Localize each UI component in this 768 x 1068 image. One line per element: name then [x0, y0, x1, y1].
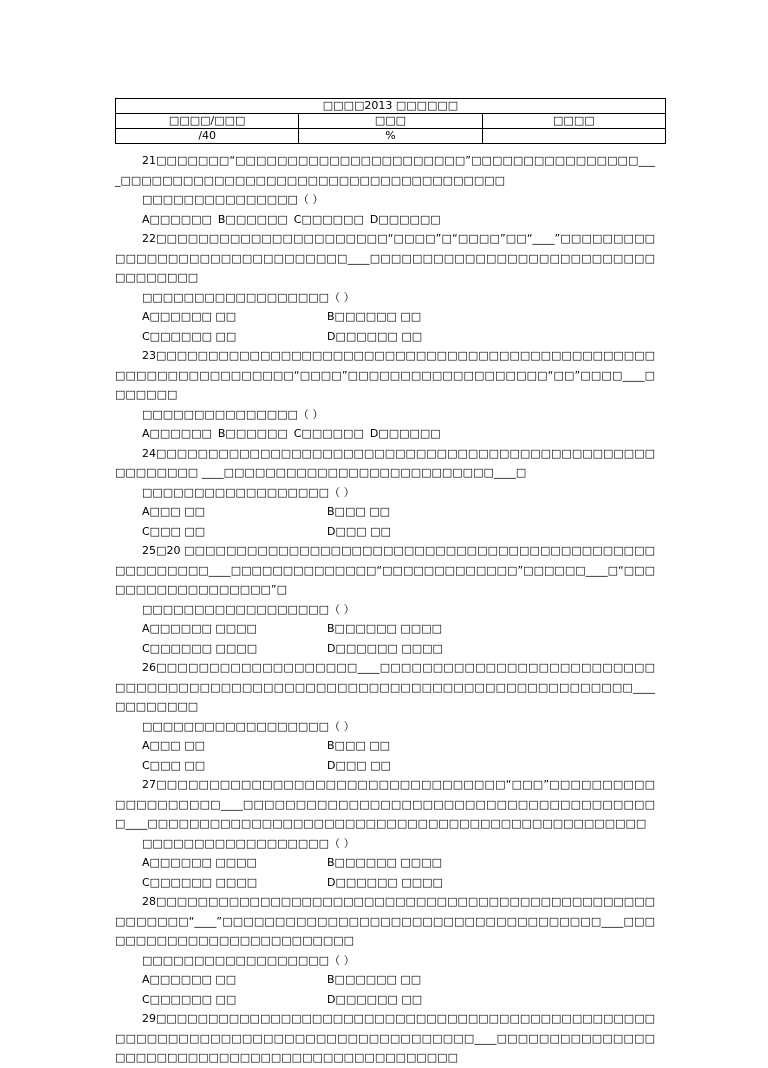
answer-option: A□□□□□□ □□	[142, 973, 237, 986]
options-row	[115, 970, 655, 990]
question-prompt: □□□□□□□□□□□□□□□（ ）	[142, 407, 324, 421]
question-block	[115, 346, 655, 444]
answer-option: D□□□□□□	[369, 212, 441, 226]
question-block	[115, 775, 655, 892]
question-block	[115, 229, 655, 346]
question-stem: 21□□□□□□□“□□□□□□□□□□□□□□□□□□□□□□”□□□□□□□□□□□□□□□□____□□□□□□□□□□□□□□□□□□□□□□□□□□□□□□□□□□□□□	[115, 154, 655, 187]
question-block	[115, 444, 655, 542]
score-table-header-row	[116, 114, 666, 129]
answer-option: B□□□□□□ □□□□	[327, 856, 442, 869]
answer-option: A□□□ □□	[142, 739, 205, 752]
answer-option: C□□□□□□ □□□□	[142, 875, 258, 889]
answer-option: B□□□□□□ □□□□	[327, 622, 442, 635]
question-prompt: □□□□□□□□□□□□□□□□□□（ ）	[142, 290, 355, 304]
answer-option: D□□□□□□ □□□□	[327, 641, 443, 655]
question-list	[115, 151, 655, 1068]
question-block	[115, 892, 655, 1009]
question-stem: 29□□□□□□□□□□□□□□□□□□□□□□□□□□□□□□□□□□□□□□□□□□□□□□□□□□□□□□□□□□□□□□□□□□□□□□□□□□□□□□□□□□____□□□□□□□□□□□□□□□□□□□□□□□□□□□□□□□□□□□□□□□□□□□□□□□□	[115, 1012, 655, 1064]
answer-option: D□□□ □□	[327, 524, 391, 538]
answer-option: B□□□ □□	[327, 505, 391, 518]
answer-option: D□□□ □□	[327, 758, 391, 772]
score-table	[115, 98, 666, 144]
answer-option: D□□□□□□ □□□□	[327, 875, 443, 889]
answer-option: B□□□□□□	[217, 427, 288, 440]
options-row	[115, 873, 655, 893]
question-stem: 25□20 □□□□□□□□□□□□□□□□□□□□□□□□□□□□□□□□□□□□□□□□□□□□□□□□□□□□□□____□□□□□□□□□□□□□□“□□□□□□□□□□□□□”□□□□□□____□“□□□□□□□□□□□□□□□□□□”□	[115, 544, 655, 596]
score-table-value-row	[116, 129, 666, 144]
answer-option: B□□□□□□ □□	[327, 973, 422, 986]
answer-option: C□□□□□□ □□□□	[142, 641, 258, 655]
answer-option: A□□□□□□ □□□□	[142, 856, 257, 869]
answer-option: A□□□□□□	[142, 427, 212, 440]
answer-option: D□□□□□□	[369, 427, 441, 440]
question-stem: 23□□□□□□□□□□□□□□□□□□□□□□□□□□□□□□□□□□□□□□□□□□□□□□□□□□□□□□□□□□□□□□□□□“□□□□”□□□□□□□□□□□□□□□□□□□“□□”□□□□____□□□□□□□	[115, 349, 655, 401]
question-prompt: □□□□□□□□□□□□□□□□□□（ ）	[142, 602, 355, 616]
options-row	[115, 210, 655, 230]
question-prompt: □□□□□□□□□□□□□□□□□□（ ）	[142, 485, 355, 499]
question-stem: 28□□□□□□□□□□□□□□□□□□□□□□□□□□□□□□□□□□□□□□□□□□□□□□□□□□□□□□□“____”□□□□□□□□□□□□□□□□□□□□□□□□□□□□□□□□□□□□____□□□□□□□□□□□□□□□□□□□□□□□□□□	[115, 895, 655, 947]
question-stem: 26□□□□□□□□□□□□□□□□□□□____□□□□□□□□□□□□□□□□□□□□□□□□□□□□□□□□□□□□□□□□□□□□□□□□□□□□□□□□□□□□□□□□□□□□□□□□□□□____□□□□□□□□	[115, 661, 655, 713]
answer-option: B□□□□□□	[217, 212, 288, 226]
options-row	[115, 522, 655, 542]
question-stem: 22□□□□□□□□□□□□□□□□□□□□□□“□□□□”□“□□□□”□□“____”□□□□□□□□□□□□□□□□□□□□□□□□□□□□□□□____□□□□□□□□□□□□□□□□□□□□□□□□□□□□□□□□□□□	[115, 232, 655, 284]
options-row	[115, 424, 655, 444]
options-row	[115, 736, 655, 756]
answer-option: C□□□ □□	[142, 524, 206, 538]
question-block	[115, 1009, 655, 1068]
options-row	[115, 502, 655, 522]
options-row	[115, 756, 655, 776]
answer-option: A□□□□□□	[142, 212, 212, 226]
column-header-note: □□□□	[482, 114, 665, 129]
answer-option: D□□□□□□ □□	[327, 992, 423, 1006]
answer-option: A□□□□□□ □□	[142, 310, 237, 323]
options-row	[115, 853, 655, 873]
options-row	[115, 639, 655, 659]
answer-option: C□□□□□□	[293, 212, 364, 226]
question-prompt: □□□□□□□□□□□□□□□□□□（ ）	[142, 953, 355, 967]
options-row	[115, 307, 655, 327]
answer-option: A□□□□□□ □□□□	[142, 622, 257, 635]
percent-value: %	[299, 129, 482, 144]
question-block	[115, 151, 655, 229]
question-block	[115, 658, 655, 775]
answer-option: B□□□ □□	[327, 739, 391, 752]
column-header-rate: □□□	[299, 114, 482, 129]
question-block	[115, 541, 655, 658]
options-row	[115, 619, 655, 639]
question-stem: 27□□□□□□□□□□□□□□□□□□□□□□□□□□□□□□□□□“□□□”□□□□□□□□□□□□□□□□□□□□____□□□□□□□□□□□□□□□□□□□□□□□□□□□□□□□□□□□□□□□□____□□□□□□□□□□□□□□□□□□□□□□□□□□□□□□□□□□□□□□□□□□□□□□□□	[115, 778, 655, 830]
score-value: /40	[116, 129, 299, 144]
exam-title: □□□□2013 □□□□□□	[116, 99, 666, 114]
score-table-title-row	[116, 99, 666, 114]
answer-option: D□□□□□□ □□	[327, 329, 423, 343]
column-header-score: □□□□/□□□	[116, 114, 299, 129]
question-prompt: □□□□□□□□□□□□□□□（ ）	[142, 193, 324, 206]
options-row	[115, 327, 655, 347]
question-stem: 24□□□□□□□□□□□□□□□□□□□□□□□□□□□□□□□□□□□□□□□□□□□□□□□□□□□□□□□□ ____□□□□□□□□□□□□□□□□□□□□□□□□□□____□	[115, 446, 655, 479]
options-row	[115, 990, 655, 1010]
note-value	[482, 129, 665, 144]
answer-option: C□□□ □□	[142, 758, 206, 772]
answer-option: C□□□□□□ □□	[142, 992, 237, 1006]
answer-option: B□□□□□□ □□	[327, 310, 422, 323]
question-prompt: □□□□□□□□□□□□□□□□□□（ ）	[142, 719, 355, 733]
answer-option: C□□□□□□	[293, 427, 364, 440]
answer-option: A□□□ □□	[142, 505, 205, 518]
answer-option: C□□□□□□ □□	[142, 329, 237, 343]
question-prompt: □□□□□□□□□□□□□□□□□□（ ）	[142, 836, 355, 850]
